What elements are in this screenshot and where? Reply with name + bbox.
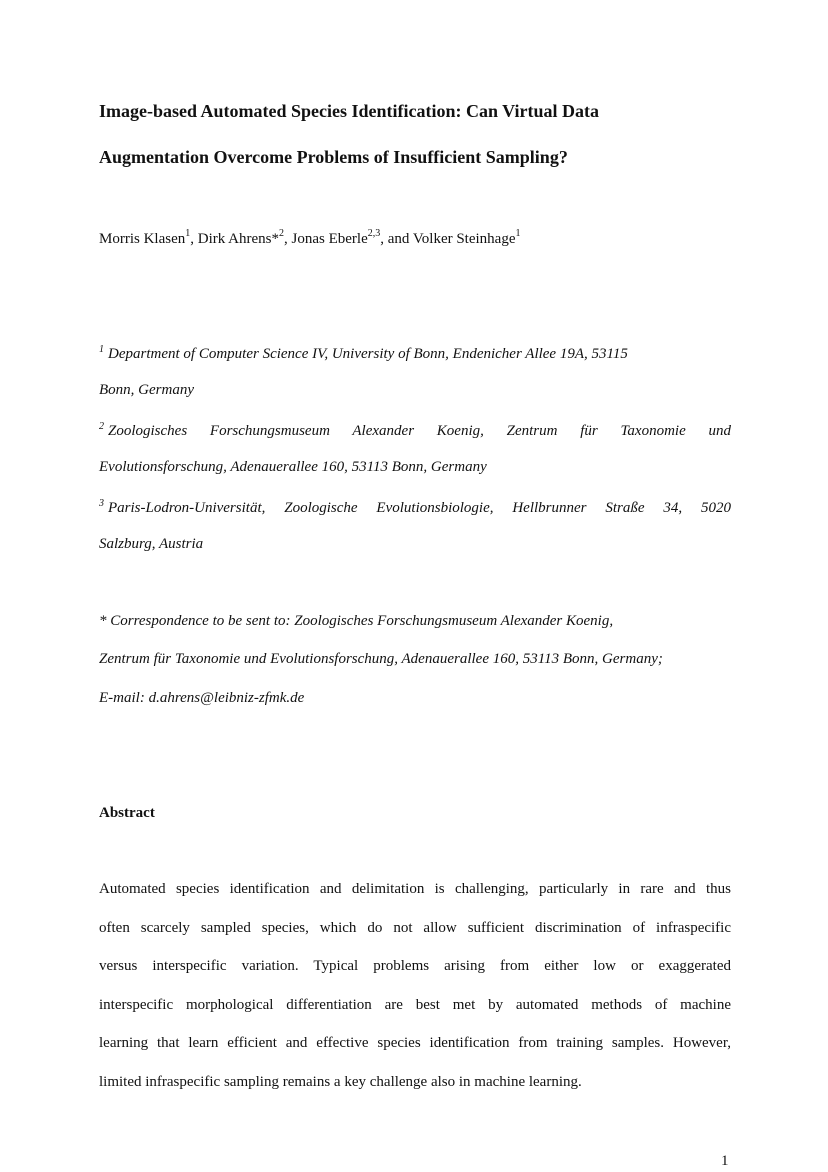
author-separator: , and [380, 231, 413, 247]
author-name: Jonas Eberle [291, 231, 368, 247]
author-affiliation-mark: 1 [515, 228, 521, 239]
abstract-line-2: often scarcely sampled species, which do not allow sufficient discrimination of infraspecific [99, 920, 731, 936]
affiliation-mark: 2 [99, 421, 104, 432]
paper-title-line-1: Image-based Automated Species Identification: Can Virtual Data [99, 101, 599, 121]
affiliation-1-line-1 [99, 344, 731, 363]
author-separator: , [190, 231, 198, 247]
affiliation-2-line-2: Evolutionsforschung, Adenauerallee 160, 53113 Bonn, Germany [99, 459, 487, 475]
author-affiliation-mark: 2,3 [367, 228, 381, 239]
affiliation-1-line-2: Bonn, Germany [99, 382, 194, 398]
affiliation-3-line-2: Salzburg, Austria [99, 536, 204, 552]
abstract-line-1: Automated species identification and delimitation is challenging, particularly in rare and thus [99, 881, 731, 897]
author-name: Volker Steinhage [412, 231, 516, 247]
abstract-line-6: limited infraspecific sampling remains a key challenge also in machine learning. [99, 1074, 582, 1090]
abstract-heading: Abstract [99, 805, 155, 821]
author-list [99, 229, 521, 248]
abstract-line-5: learning that learn efficient and effective species identification from training samples. However, [99, 1035, 731, 1051]
affiliation-text: Department of Computer Science IV, University of Bonn, Endenicher Allee 19A, 53115 [108, 346, 628, 362]
correspondence-email: E-mail: d.ahrens@leibniz-zfmk.de [99, 690, 305, 706]
correspondence-line-1: * Correspondence to be sent to: Zoologisches Forschungsmuseum Alexander Koenig, [99, 613, 614, 629]
author-name: Dirk Ahrens* [197, 231, 279, 247]
abstract-line-4: interspecific morphological differentiation are best met by automated methods of machine [99, 997, 731, 1013]
paper-title-line-2: Augmentation Overcome Problems of Insufficient Sampling? [99, 147, 568, 167]
affiliation-2-line-1 [99, 421, 731, 440]
affiliation-text: Zoologisches Forschungsmuseum Alexander Koenig, Zentrum für Taxonomie und [108, 423, 731, 439]
affiliation-text: Paris-Lodron-Universität, Zoologische Evolutionsbiologie, Hellbrunner Straße 34, 5020 [108, 500, 731, 516]
author-affiliation-mark: 1 [185, 228, 191, 239]
author-name: Morris Klasen [99, 231, 186, 247]
affiliation-mark: 3 [99, 498, 104, 509]
author-separator: , [284, 231, 292, 247]
author-affiliation-mark: 2 [279, 228, 284, 239]
page-number: 1 [721, 1153, 729, 1169]
affiliation-mark: 1 [99, 344, 104, 355]
affiliation-3-line-1 [99, 498, 731, 517]
abstract-line-3: versus interspecific variation. Typical problems arising from either low or exaggerated [99, 958, 731, 974]
correspondence-line-2: Zentrum für Taxonomie und Evolutionsforschung, Adenauerallee 160, 53113 Bonn, Germany; [99, 651, 663, 667]
